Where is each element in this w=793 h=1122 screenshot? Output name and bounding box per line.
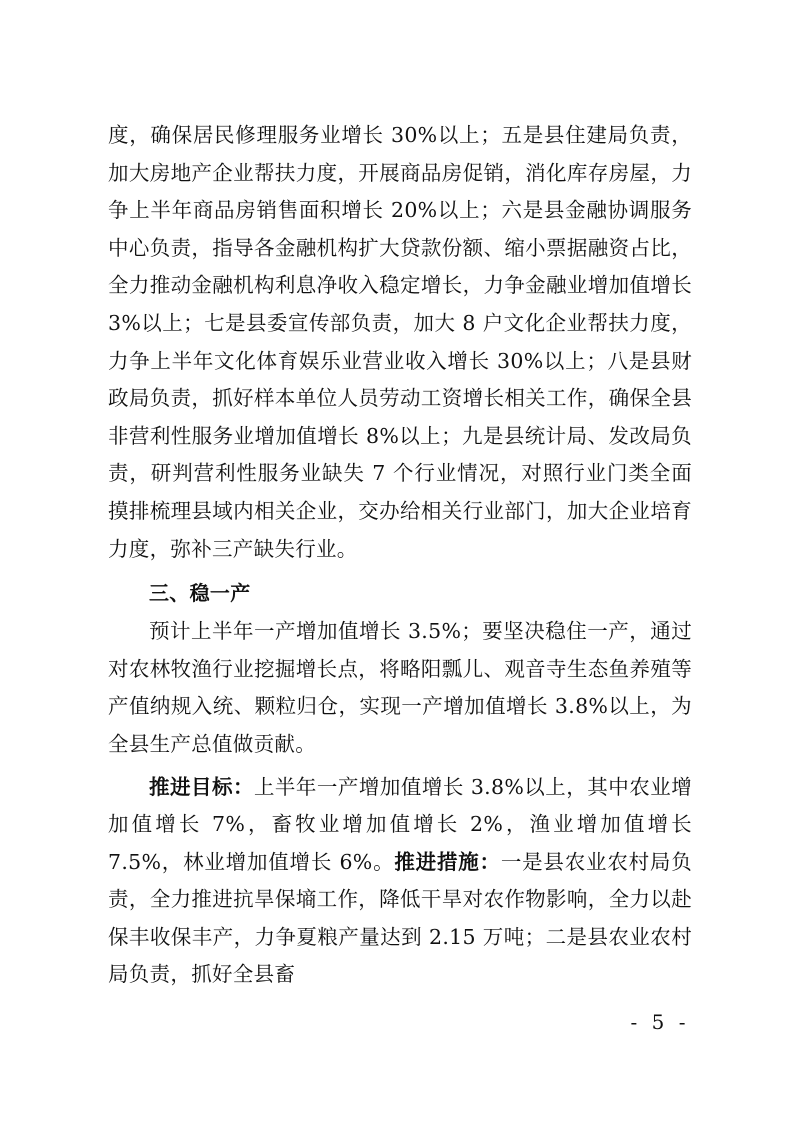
target-text: 上半年一产增加值增长 3.8%以上，其中农业增加值增长 7%，畜牧业增加值增长 2%，渔业增加值增长 7.5%，林业增加值增长 6%。 <box>108 774 692 874</box>
paragraph-target-measures <box>108 769 692 995</box>
section-heading: 三、稳一产 <box>149 581 251 606</box>
document-body <box>108 117 692 994</box>
measures-label: 推进措施： <box>394 849 501 874</box>
page-number: - 5 - <box>630 1010 690 1034</box>
paragraph-forecast: 预计上半年一产增加值增长 3.5%；要坚决稳住一产，通过对农林牧渔行业挖掘增长点，将略阳瓢儿、观音寺生态鱼养殖等产值纳规入统、颗粒归仓，实现一产增加值增长 3.8%以上，为全县生产总值做贡献。 <box>108 619 692 756</box>
measures-text: 一是县农业农村局负责，全力推进抗旱保墒工作，降低干旱对农作物影响，全力以赴保丰收保丰产，力争夏粮产量达到 2.15 万吨；二是县农业农村局负责，抓好全县畜 <box>108 849 693 987</box>
target-label: 推进目标： <box>149 774 254 799</box>
paragraph-continuation: 度，确保居民修理服务业增长 30%以上；五是县住建局负责，加大房地产企业帮扶力度，开展商品房促销，消化库存房屋，力争上半年商品房销售面积增长 20%以上；六是县金融协调服务中心负责，指导各金融机构扩大贷款份额、缩小票据融资占比，全力推动金融机构利息净收入稳定增长，力争金融业增加值增长 3%以上；七是县委宣传部负责，加大 8 户文化企业帮扶力度，力争上半年文化体育娱乐业营业收入增长 30%以上；八是县财政局负责，抓好样本单位人员劳动工资增长相关工作，确保全县非营利性服务业增加值增长 8%以上；九是县统计局、发改局负责，研判营利性服务业缺失 7 个行业情况，对照行业门类全面摸排梳理县域内相关企业，交办给相关行业部门，加大企业培育力度，弥补三产缺失行业。 <box>108 123 692 561</box>
